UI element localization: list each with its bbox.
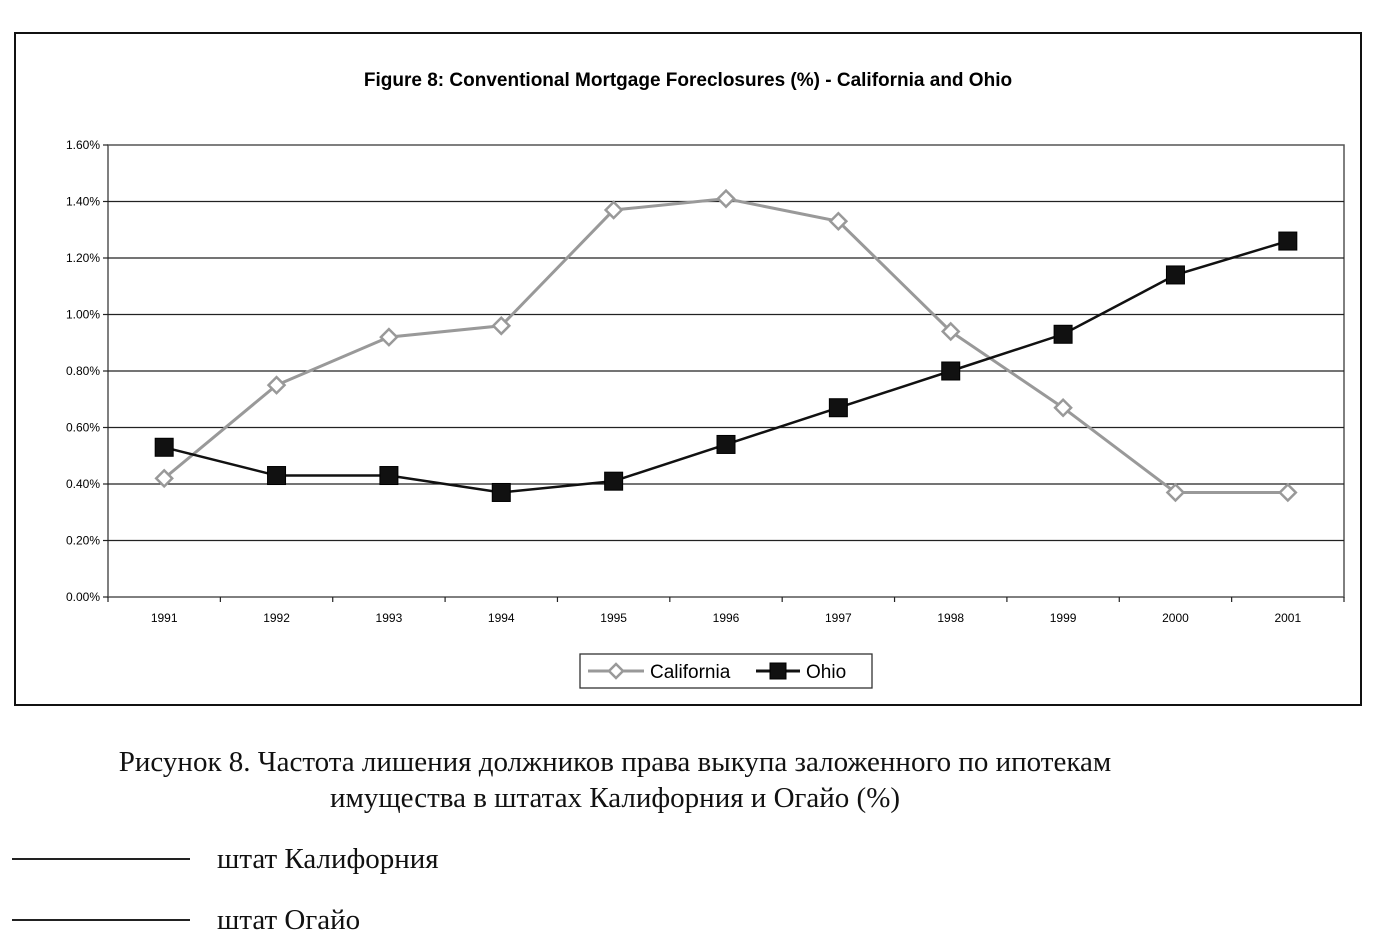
y-tick-label: 0.60% <box>65 420 100 435</box>
x-tick-label: 1997 <box>825 611 852 625</box>
data-point-ohio <box>829 399 847 417</box>
data-point-ohio <box>492 483 510 501</box>
x-tick-label: 1993 <box>375 611 403 625</box>
data-point-ohio <box>605 472 623 490</box>
data-point-ohio <box>717 435 735 453</box>
data-point-ohio <box>1279 232 1297 250</box>
data-point-ohio <box>1054 325 1072 343</box>
caption-line-2: имущества в штатах Калифорния и Огайо (%) <box>329 782 901 814</box>
key-label-california: штат Калифорния <box>217 843 439 875</box>
y-tick-label: 1.00% <box>65 307 100 322</box>
data-point-ohio <box>380 467 398 485</box>
y-tick-label: 0.00% <box>65 590 100 604</box>
y-tick-label: 1.60% <box>65 138 100 152</box>
y-tick-label: 1.40% <box>65 194 100 209</box>
y-tick-label: 0.40% <box>65 477 100 491</box>
y-tick-label: 0.20% <box>65 533 100 548</box>
x-tick-label: 1992 <box>263 611 290 625</box>
x-tick-label: 1991 <box>150 611 178 625</box>
data-point-california <box>381 329 397 345</box>
x-tick-label: 1999 <box>1049 611 1077 625</box>
y-tick-label: 1.20% <box>65 251 100 265</box>
data-point-ohio <box>155 438 173 456</box>
key-label-ohio: штат Огайо <box>217 904 361 936</box>
key-line-california <box>12 858 190 860</box>
series-line-ohio <box>164 241 1288 492</box>
data-point-ohio <box>942 362 960 380</box>
figure-caption <box>0 744 1230 816</box>
x-tick-label: 2000 <box>1162 611 1189 625</box>
legend-label-california: California <box>650 662 731 683</box>
key-line-ohio <box>12 919 190 921</box>
x-tick-label: 1994 <box>487 611 515 625</box>
x-tick-label: 1998 <box>937 611 965 625</box>
chart-title: Figure 8: Conventional Mortgage Foreclosures (%) - California and Ohio <box>363 70 1013 91</box>
legend-label-ohio: Ohio <box>806 662 847 683</box>
data-point-california <box>1280 484 1296 500</box>
data-point-california <box>718 191 734 207</box>
chart-frame <box>14 32 1362 706</box>
legend-marker-ohio <box>770 663 786 679</box>
y-tick-label: 0.80% <box>65 364 100 378</box>
line-chart <box>16 34 1360 704</box>
x-tick-label: 1995 <box>600 611 627 625</box>
data-point-ohio <box>268 467 286 485</box>
data-point-ohio <box>1166 266 1184 284</box>
x-tick-label: 2001 <box>1274 611 1302 625</box>
caption-line-1: Рисунок 8. Частота лишения должников права выкупа заложенного по ипотекам <box>118 746 1112 778</box>
x-tick-label: 1996 <box>712 611 740 625</box>
